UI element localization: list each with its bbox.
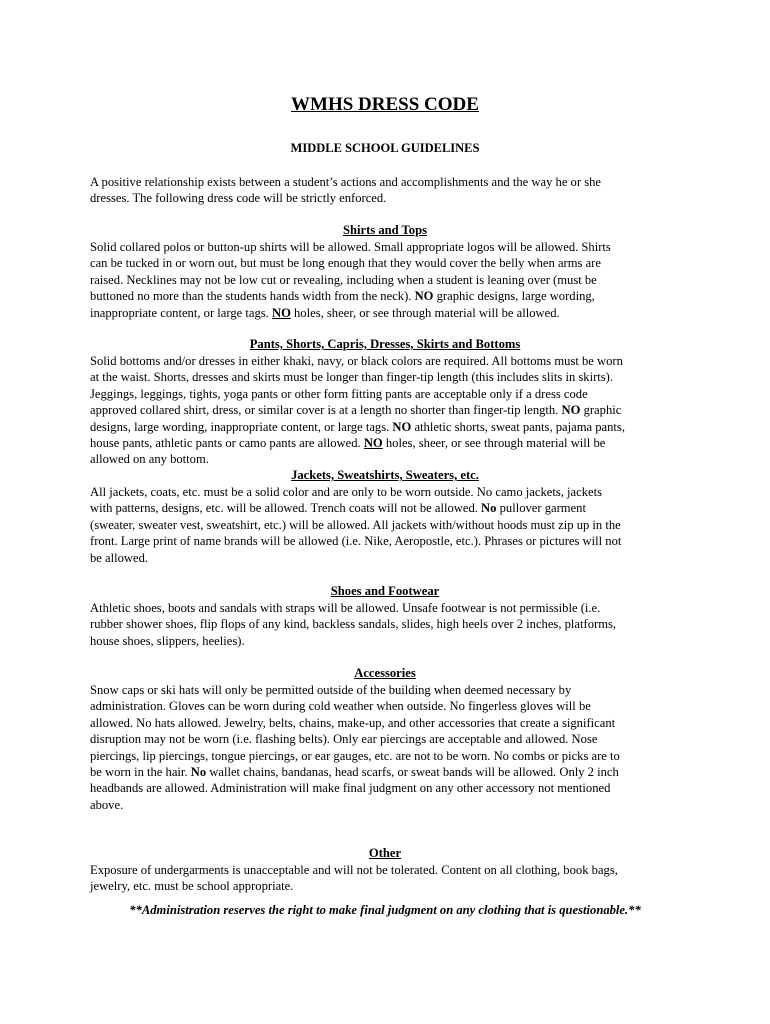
shoes-line: Athletic shoes, boots and sandals with straps will be allowed. Unsafe footwear is not permissible (i.e. — [90, 601, 601, 615]
emphasis: NO — [414, 289, 434, 304]
pants-line: allowed on any bottom. — [90, 452, 209, 467]
text-run: holes, sheer, or see through material will be — [382, 435, 606, 450]
heading-tail: . — [475, 468, 479, 482]
other-heading: Other — [368, 846, 402, 860]
accessories-line: Snow caps or ski hats will only be permitted outside of the building when deemed necessary by — [90, 683, 572, 697]
heading-text: Jackets, Sweatshirts, Sweaters, etc — [291, 468, 476, 482]
pants-line: Solid bottoms and/or dresses in either khaki, navy, or black colors are required. All bottoms must be worn — [90, 354, 623, 368]
emphasis: No — [481, 501, 497, 516]
text-run: inappropriate content, or large tags. — [90, 305, 272, 320]
text-run: house pants, athletic pants or camo pants are allowed. — [90, 435, 364, 450]
emphasis: NO — [271, 305, 291, 320]
pants-line — [90, 435, 682, 451]
text-run: designs, large wording, inappropriate content, or large tags. — [90, 419, 393, 434]
jackets-paragraph — [90, 484, 682, 566]
emphasis: No — [190, 764, 207, 779]
text-run: buttoned no more than the students hands width from the neck). — [90, 289, 415, 304]
text-run: pullover garment — [496, 501, 586, 516]
text-run: with patterns, designs, etc. will be allowed. Trench coats will not be allowed. — [90, 501, 482, 516]
text-run: holes, sheer, or see through material will be allowed. — [290, 305, 560, 320]
emphasis: NO — [392, 419, 412, 434]
page-title: WMHS DRESS CODE — [291, 94, 479, 115]
shirts-line: can be tucked in or worn out, but must be long enough that they would cover the belly when arms are — [90, 256, 601, 271]
shirts-heading: Shirts and Tops — [342, 223, 427, 237]
jackets-line: front. Large print of name brands will be allowed (i.e. Nike, Aeropostle, etc.). Phrases or pictures will not — [90, 534, 622, 549]
intro-line: dresses. The following dress code will be strictly enforced. — [90, 191, 387, 206]
jackets-line: All jackets, coats, etc. must be a solid color and are only to be worn outside. No camo jackets, jackets — [90, 485, 602, 499]
emphasis: NO — [561, 403, 581, 418]
text-run: athletic shorts, sweat pants, pajama pants, — [411, 419, 625, 434]
pants-heading: Pants, Shorts, Capris, Dresses, Skirts and Bottoms — [249, 337, 521, 351]
shoes-paragraph — [90, 600, 682, 649]
jackets-line: (sweater, sweater vest, sweatshirt, etc.) will be allowed. All jackets with/without hoods must zip up in the — [90, 517, 621, 532]
jackets-line — [90, 500, 682, 516]
pants-line: Jeggings, leggings, tights, yoga pants or other form fitting pants are acceptable only if a dress code — [90, 386, 588, 401]
shirts-line — [90, 305, 682, 321]
pants-line — [90, 402, 682, 418]
shirts-paragraph — [90, 239, 682, 321]
text-run: graphic — [580, 403, 622, 418]
accessories-line: headbands are allowed. Administration will make final judgment on any other accessory not mentioned — [90, 781, 611, 796]
pants-line — [90, 419, 682, 435]
shirts-line: raised. Necklines may not be low cut or revealing, including when a student is leaning over (must be — [90, 272, 597, 287]
text-run: be worn in the hair. — [90, 764, 191, 779]
text-run: graphic designs, large wording, — [433, 289, 595, 304]
shoes-line: rubber shower shoes, flip flops of any kind, backless sandals, slides, high heels over 2 inches, platforms, — [90, 617, 617, 632]
pants-line: at the waist. Shorts, dresses and skirts must be longer than finger-tip length (this includes slits in skirts). — [90, 370, 614, 385]
shirts-line: Solid collared polos or button-up shirts will be allowed. Small appropriate logos will be allowed. Shirts — [90, 240, 611, 254]
final-note: **Administration reserves the right to make final judgment on any clothing that is questionable.** — [129, 903, 641, 917]
emphasis: NO — [363, 435, 383, 450]
other-paragraph — [90, 862, 682, 895]
accessories-line: allowed. No hats allowed. Jewelry, belts, chains, make-up, and other accessories that create a significant — [90, 715, 616, 730]
accessories-paragraph — [90, 682, 682, 813]
jackets-line: be allowed. — [90, 550, 149, 565]
page-subtitle: MIDDLE SCHOOL GUIDELINES — [290, 141, 480, 155]
pants-paragraph — [90, 353, 682, 468]
shoes-line: house shoes, slippers, heelies). — [90, 633, 245, 648]
accessories-line — [90, 764, 682, 780]
accessories-line: above. — [90, 797, 124, 812]
other-line: jewelry, etc. must be school appropriate. — [90, 879, 294, 894]
text-run: approved collared shirt, dress, or similar cover is at a length no shorter than finger-tip length. — [90, 403, 562, 418]
text-run: wallet chains, bandanas, head scarfs, or sweat bands will be allowed. Only 2 inch — [206, 764, 619, 779]
intro-line: A positive relationship exists between a student’s actions and accomplishments and the way he or she — [90, 175, 601, 189]
accessories-line: disruption may not be worn (i.e. flashing belts). Only ear piercings are acceptable and allowed. Nose — [90, 732, 598, 747]
shirts-line — [90, 288, 682, 304]
intro-paragraph — [90, 174, 682, 207]
jackets-heading — [0, 468, 770, 483]
accessories-line: administration. Gloves can be worn during cold weather when outside. No fingerless gloves will be — [90, 699, 591, 714]
accessories-line: piercings, lip piercings, tongue piercings, or ear gauges, etc. are not to be worn. No combs or picks are to — [90, 748, 620, 763]
shoes-heading: Shoes and Footwear — [330, 584, 440, 598]
accessories-heading: Accessories — [354, 666, 416, 680]
other-line: Exposure of undergarments is unacceptable and will not be tolerated. Content on all clothing, book bags, — [90, 863, 618, 877]
